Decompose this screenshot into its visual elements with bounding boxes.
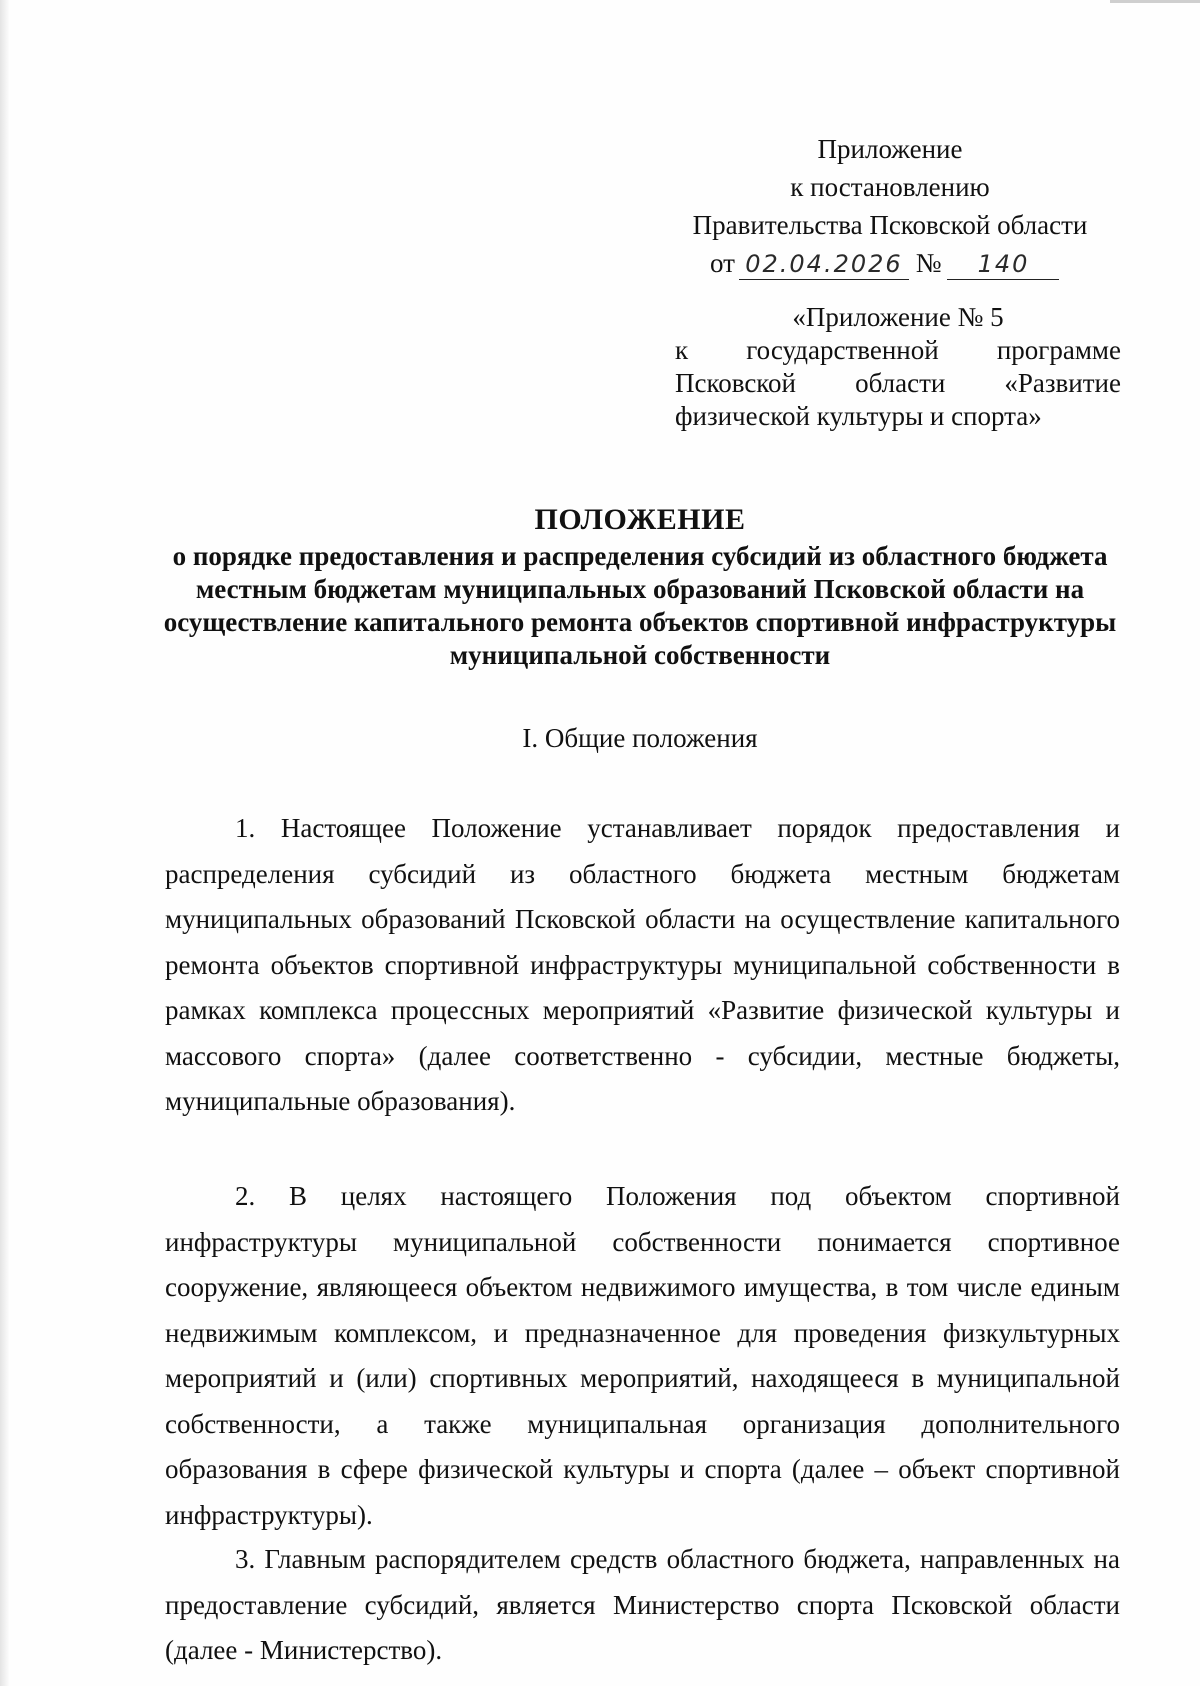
document-title-block — [160, 500, 1120, 672]
document-subtitle: о порядке предоставления и распределения субсидий из областного бюджета местным бюджетам муниципальных образований Псковской области на осуществление капитального ремонта объектов спортивной инфраструктуры муниципальной собственности — [163, 541, 1117, 670]
paragraph-2-block — [165, 1174, 1120, 1538]
appendix-reference — [675, 301, 1121, 433]
approval-header — [660, 130, 1120, 282]
paragraph-3: 3. Главным распорядителем средств областного бюджета, направленных на предоставление субсидий, является Министерство спорта Псковской области (далее - Министерство). — [165, 1544, 1120, 1665]
handwritten-date: 02.04.2026 — [739, 249, 909, 280]
section-heading: I. Общие положения — [522, 723, 758, 753]
approval-line-2: к постановлению — [790, 172, 990, 202]
paragraph-1: 1. Настоящее Положение устанавливает порядок предоставления и распределения субсидий из областного бюджета местным бюджетам муниципальных образований Псковской области на осуществление капитального ремонта объектов спортивной инфраструктуры муниципальной собственности в рамках комплекса процессных мероприятий «Развитие физической культуры и массового спорта» (далее соответственно - субсидии, местные бюджеты, муниципальные образования). — [165, 813, 1120, 1116]
paragraph-2: 2. В целях настоящего Положения под объектом спортивной инфраструктуры муниципальной собственности понимается спортивное сооружение, являющееся объектом недвижимого имущества, в том числе единым недвижимым комплексом, и предназначенное для проведения физкультурных мероприятий и (или) спортивных мероприятий, находящееся в муниципальной собственности, а также муниципальная организация дополнительного образования в сфере физической культуры и спорта (далее – объект спортивной инфраструктуры). — [165, 1181, 1120, 1530]
handwritten-number: 140 — [947, 249, 1059, 280]
from-label: от — [710, 248, 735, 278]
appendix-text: к государственной программе Псковской области «Развитие физической культуры и спорта» — [675, 335, 1121, 431]
scan-top-mark — [1110, 0, 1200, 3]
paragraph-1-block — [165, 806, 1120, 1125]
number-label: № — [915, 248, 942, 278]
document-title: ПОЛОЖЕНИЕ — [534, 503, 746, 536]
approval-line-1: Приложение — [817, 134, 963, 164]
paragraph-3-block — [165, 1537, 1120, 1674]
approval-line-3: Правительства Псковской области — [692, 210, 1088, 240]
scan-edge-shadow — [0, 0, 10, 1686]
approval-date-number-line — [660, 244, 1120, 282]
appendix-line-1: «Приложение № 5 — [792, 302, 1004, 332]
